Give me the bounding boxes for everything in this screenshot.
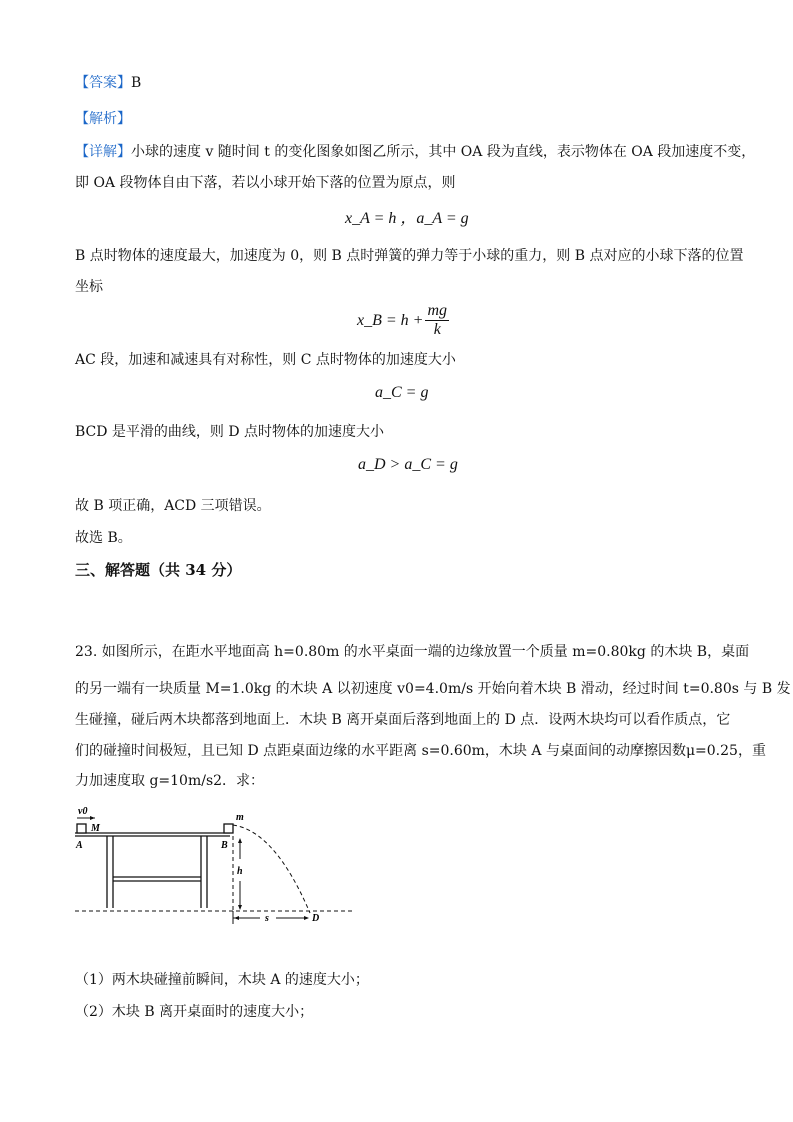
- label-v0: v0: [78, 806, 88, 817]
- s-arrowhead-left: [234, 916, 239, 920]
- detail-line-5: AC 段，加速和减速具有对称性，则 C 点时物体的加速度大小: [75, 352, 456, 368]
- label-M: M: [91, 823, 100, 834]
- s-arrowhead-right: [304, 916, 309, 920]
- label-h: h: [237, 866, 243, 877]
- answer-line: [75, 72, 141, 92]
- label-s: s: [265, 913, 269, 924]
- label-D: D: [312, 913, 320, 924]
- label-B: B: [221, 840, 228, 851]
- velocity-arrowhead: [90, 816, 95, 820]
- detail-line-4: 坐标: [75, 279, 103, 295]
- block-b: [224, 824, 233, 833]
- detail-line-6: BCD 是平滑的曲线，则 D 点时物体的加速度大小: [75, 424, 385, 440]
- section-heading: 三、解答题（共 34 分）: [75, 561, 242, 579]
- problem-line-1: 23. 如图所示，在距水平地面高 h=0.80m 的水平桌面一端的边缘放置一个质量 m=0.80kg 的木块 B，桌面: [75, 644, 750, 660]
- label-A: A: [76, 840, 83, 851]
- problem-line-3: 生碰撞，碰后两木块都落到地面上．木块 B 离开桌面后落到地面上的 D 点．设两木块均可以看作质点，它: [75, 712, 731, 728]
- h-arrowhead-top: [238, 838, 242, 843]
- h-arrowhead-bottom: [238, 905, 242, 910]
- conclusion-line-1: 故 B 项正确，ACD 三项错误。: [75, 498, 271, 514]
- problem-line-5: 力加速度取 g=10m/s2．求：: [75, 773, 265, 789]
- equation-1: x_A = h ，a_A = g: [345, 210, 469, 227]
- fraction-numerator: mg: [427, 302, 448, 319]
- trajectory-curve: [233, 825, 310, 913]
- equation-2: [357, 302, 449, 339]
- question-2: （2）木块 B 离开桌面时的速度大小；: [75, 1004, 314, 1020]
- equation-2-left: x_B = h +: [357, 311, 424, 329]
- block-a: [77, 824, 86, 833]
- equation-2-fraction: [425, 302, 449, 339]
- detail-line-1: [75, 141, 755, 161]
- conclusion-line-2: 故选 B。: [75, 530, 132, 546]
- question-1: （1）两木块碰撞前瞬间，木块 A 的速度大小；: [75, 972, 369, 988]
- fraction-denominator: k: [433, 321, 441, 338]
- answer-value: B: [131, 75, 142, 91]
- analysis-tag: 【解析】: [75, 111, 131, 127]
- answer-tag: 【答案】: [75, 75, 131, 91]
- detail-line-2: 即 OA 段物体自由下落，若以小球开始下落的位置为原点，则: [75, 175, 456, 191]
- detail-line-3: B 点时物体的速度最大，加速度为 0，则 B 点时弹簧的弹力等于小球的重力，则 B 点对应的小球下落的位置: [75, 248, 744, 264]
- detail-text-1: 小球的速度 v 随时间 t 的变化图象如图乙所示，其中 OA 段为直线，表示物体在 OA 段加速度不变，: [131, 144, 756, 160]
- problem-line-2: 的另一端有一块质量 M=1.0kg 的木块 A 以初速度 v0=4.0m/s 开始向着木块 B 滑动，经过时间 t=0.80s 与 B 发: [75, 681, 791, 697]
- problem-line-4: 们的碰撞时间极短，且已知 D 点距桌面边缘的水平距离 s=0.60m，木块 A 与桌面间的动摩擦因数μ=0.25，重: [75, 743, 766, 759]
- detail-tag: 【详解】: [75, 144, 131, 160]
- label-m: m: [236, 812, 244, 823]
- equation-3: a_C = g: [375, 384, 429, 401]
- equation-4: a_D > a_C = g: [358, 456, 458, 473]
- table-diagram: [70, 803, 360, 933]
